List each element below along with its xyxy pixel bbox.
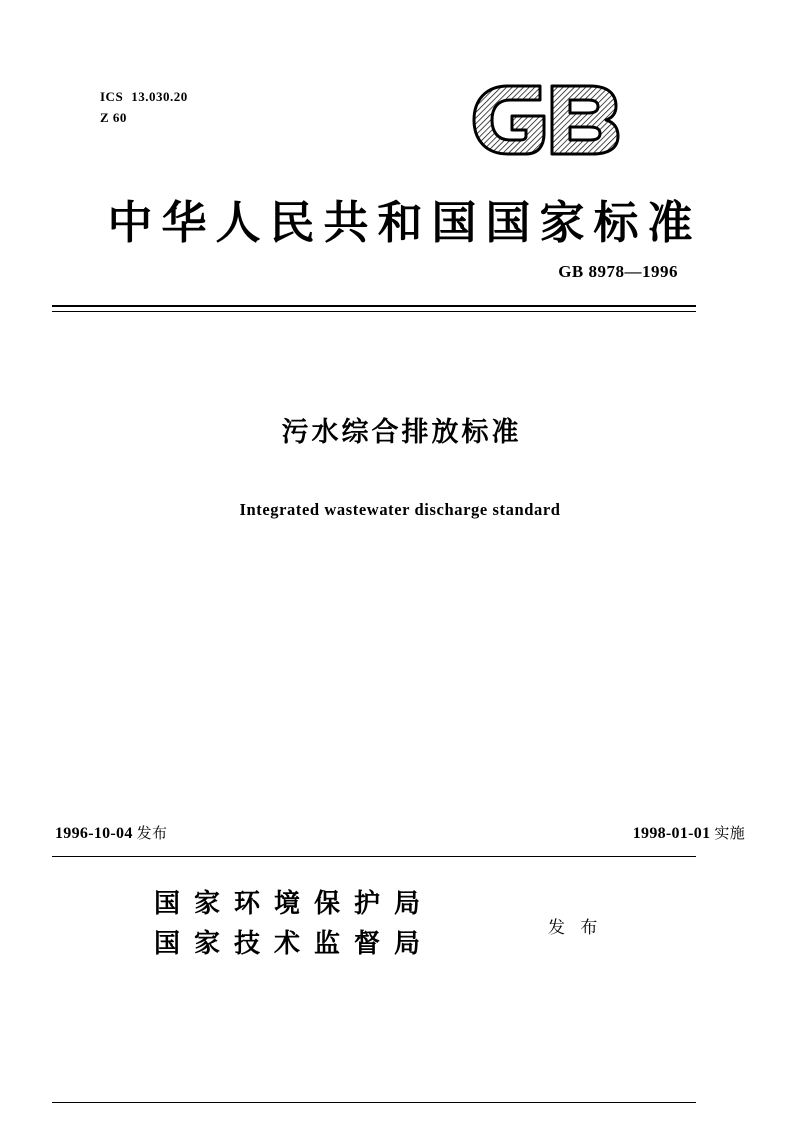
- ics-line: [100, 86, 188, 107]
- issue-date-label: 发布: [136, 824, 168, 842]
- issuer-technical-supervision-bureau: 国家技术监督局: [154, 929, 435, 959]
- effective-date-value: 1998-01-01: [632, 825, 711, 842]
- ics-label: ICS: [100, 89, 124, 104]
- divider-top-thick: [52, 305, 696, 307]
- ics-value: 13.030.20: [131, 89, 188, 104]
- gb-emblem-icon: [468, 80, 628, 160]
- divider-bottom: [52, 856, 696, 857]
- effective-date: [633, 822, 745, 843]
- divider-top-thin: [52, 311, 696, 312]
- document-title-cn: 污水综合排放标准: [281, 417, 522, 448]
- divider-page-bottom: [52, 1102, 696, 1103]
- classification-code: Z 60: [100, 110, 127, 125]
- document-title-en: Integrated wastewater discharge standard: [239, 500, 561, 519]
- effective-date-label: 实施: [714, 824, 745, 842]
- issuer-environment-bureau: 国家环境保护局: [154, 889, 435, 919]
- issue-date-value: 1996-10-04: [55, 825, 133, 842]
- issuing-bodies: [140, 884, 530, 964]
- publish-label: 发 布: [548, 918, 603, 938]
- standard-number: GB 8978—1996: [558, 262, 678, 281]
- organization-title: 中华人民共和国国家标准: [107, 196, 702, 249]
- issue-date: [55, 822, 167, 843]
- ics-block: [100, 86, 188, 128]
